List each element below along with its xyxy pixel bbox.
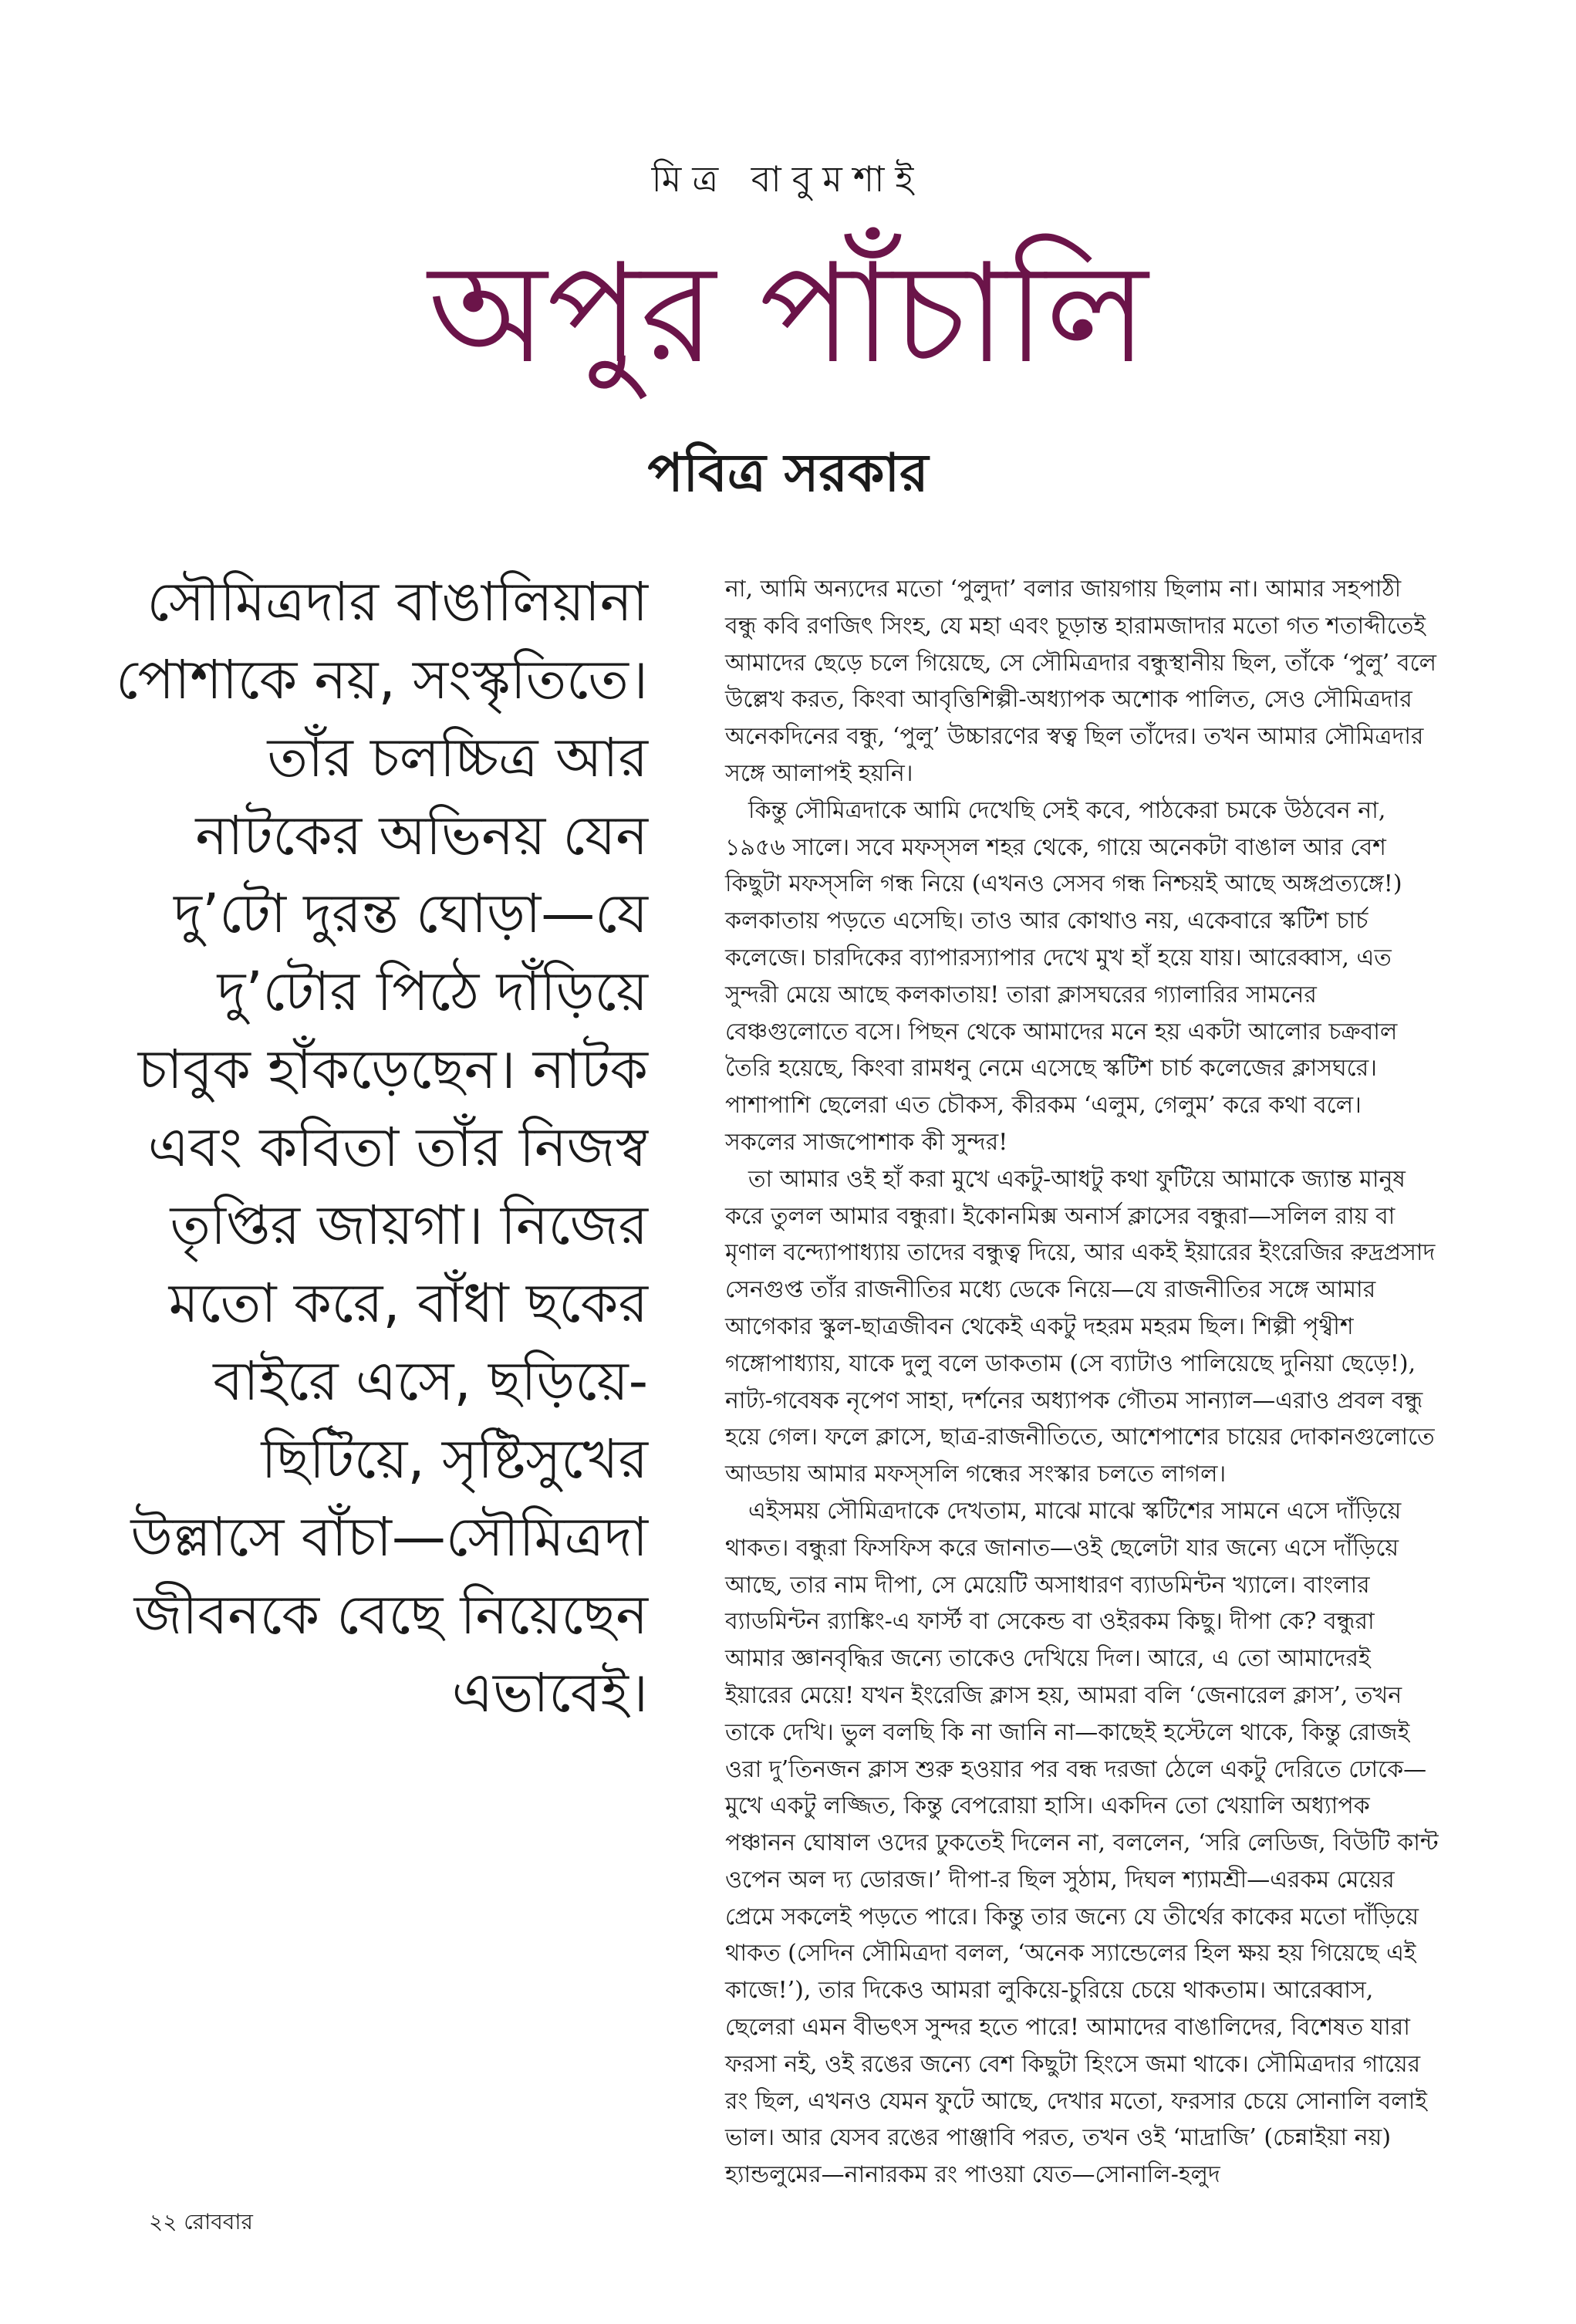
- author-byline: পবিত্র সরকার: [647, 443, 929, 504]
- body-paragraph: তা আমার ওই হাঁ করা মুখে একটু-আধটু কথা ফুটিয়ে আমাকে জ্যান্ত মানুষ করে তুলল আমার বন্ধুরা। ইকোনমিক্স অনার্স ক্লাসের বন্ধুরা—সলিল রায় বা মৃণাল বন্দ্যোপাধ্যায় তাদের বন্ধুত্ব দিয়ে, আর একই ইয়ারের ইংরেজির রুদ্রপ্রসাদ সেনগুপ্ত তাঁর রাজনীতির মধ্যে ডেকে নিয়ে—যে রাজনীতির সঙ্গে আমার আগেকার স্কুল-ছাত্রজীবন থেকেই একটু দহরম মহরম ছিল। শিল্পী পৃথ্বীশ গঙ্গোপাধ্যায়, যাকে দুলু বলে ডাকতাম (সে ব্যাটাও পালিয়েছে দুনিয়া ছেড়ে!), নাট্য-গবেষক নৃপেণ সাহা, দর্শনের অধ্যাপক গৌতম সান্যাল—এরাও প্রবল বন্ধু হয়ে গেল। ফলে ক্লাসে, ছাত্র-রাজনীতিতে, আশেপাশের চায়ের দোকানগুলোতে আড্ডায় আমার মফস্‌সলি গন্ধের সংস্কার চলতে লাগল।: [725, 1165, 1436, 1488]
- body-paragraph: এইসময় সৌমিত্রদাকে দেখতাম, মাঝে মাঝে স্কটিশের সামনে এসে দাঁড়িয়ে থাকত। বন্ধুরা ফিসফিস করে জানাত—ওই ছেলেটা যার জন্যে এসে দাঁড়িয়ে আছে, তার নাম দীপা, সে মেয়েটি অসাধারণ ব্যাডমিন্টন খ্যালে। বাংলার ব্যাডমিন্টন র‍্যাঙ্কিং-এ ফার্স্ট বা সেকেন্ড বা ওইরকম কিছু। দীপা কে? বন্ধুরা আমার জ্ঞানবৃদ্ধির জন্যে তাকেও দেখিয়ে দিল। আরে, এ তো আমাদেরই ইয়ারের মেয়ে! যখন ইংরেজি ক্লাস হয়, আমরা বলি ‘জেনারেল ক্লাস’, তখন তাকে দেখি। ভুল বলছি কি না জানি না—কাছেই হস্টেলে থাকে, কিন্তু রোজই ওরা দু’তিনজন ক্লাস শুরু হওয়ার পর বন্ধ দরজা ঠেলে একটু দেরিতে ঢোকে—মুখে একটু লজ্জিত, কিন্তু বেপরোয়া হাসি। একদিন তো খেয়ালি অধ্যাপক পঞ্চানন ঘোষাল ওদের ঢুকতেই দিলেন না, বললেন, ‘সরি লেডিজ, বিউটি কান্ট ওপেন অল দ্য ডোরজ।’ দীপা-র ছিল সুঠাম, দিঘল শ্যামশ্রী—এরকম মেয়ের প্রেমে সকলেই পড়তে পারে। কিন্তু তার জন্যে যে তীর্থের কাকের মতো দাঁড়িয়ে থাকত (সেদিন সৌমিত্রদা বলল, ‘অনেক স্যান্ডেলের হিল ক্ষয় হয় গিয়েছে এই কাজে!’), তার দিকেও আমরা লুকিয়ে-চুরিয়ে চেয়ে থাকতাম। আরেব্বাস, ছেলেরা এমন বীভৎস সুন্দর হতে পারে! আমাদের বাঙালিদের, বিশেষত যারা ফরসা নই, ওই রঙের জন্যে বেশ কিছুটা হিংসে জমা থাকে। সৌমিত্রদার গায়ের রং ছিল, এখনও যেমন ফুটে আছে, দেখার মতো, ফরসার চেয়ে সোনালি বলাই ভাল। আর যেসব রঙের পাঞ্জাবি পরত, তখন ওই ‘মাদ্রাজি’ (চেন্নাইয়া নয়) হ্যান্ডলুমের—নানারকম রং পাওয়া যেত—সোনালি-হলুদ: [725, 1497, 1439, 2189]
- body-paragraph: কিন্তু সৌমিত্রদাকে আমি দেখেছি সেই কবে, পাঠকেরা চমকে উঠবেন না, ১৯৫৬ সালে। সবে মফস্‌সল শহর থেকে, গায়ে অনেকটা বাঙাল আর বেশ কিছুটা মফস্‌সলি গন্ধ নিয়ে (এখনও সেসব গন্ধ নিশ্চয়ই আছে অঙ্গপ্রত্যঙ্গে!) কলকাতায় পড়তে এসেছি। তাও আর কোথাও নয়, একেবারে স্কটিশ চার্চ কলেজে। চারদিকের ব্যাপারস্যাপার দেখে মুখ হাঁ হয়ে যায়। আরেব্বাস, এত সুন্দরী মেয়ে আছে কলকাতায়! তারা ক্লাসঘরের গ্যালারির সামনের বেঞ্চগুলোতে বসে। পিছন থেকে আমাদের মনে হয় একটা আলোর চক্রবাল তৈরি হয়েছে, কিংবা রামধনু নেমে এসেছে স্কটিশ চার্চ কলেজের ক্লাসঘরে। পাশাপাশি ছেলেরা এত চৌকস, কীরকম ‘এলুম, গেলুম’ করে কথা বলে। সকলের সাজপোশাক কী সুন্দর!: [725, 796, 1402, 1156]
- pull-quote: সৌমিত্রদার বাঙালিয়ানা পোশাকে নয়, সংস্কৃতিতে। তাঁর চলচ্চিত্র আর নাটকের অভিনয় যেন দু’টো দুরন্ত ঘোড়া—যে দু’টোর পিঠে দাঁড়িয়ে চাবুক হাঁকড়েছেন। নাটক এবং কবিতা তাঁর নিজস্ব তৃপ্তির জায়গা। নিজের মতো করে, বাঁধা ছকের বাইরে এসে, ছড়িয়ে-ছিটিয়ে, সৃষ্টিসুখের উল্লাসে বাঁচা—সৌমিত্রদা জীবনকে বেছে নিয়েছেন এভাবেই।: [116, 570, 648, 1724]
- article-title: অপুর পাঁচালি: [427, 234, 1149, 394]
- article-body: [725, 571, 1439, 2194]
- body-paragraph: না, আমি অন্যদের মতো ‘পুলুদা’ বলার জায়গায় ছিলাম না। আমার সহপাঠী বন্ধু কবি রণজিৎ সিংহ, যে মহা এবং চূড়ান্ত হারামজাদার মতো গত শতাব্দীতেই আমাদের ছেড়ে চলে গিয়েছে, সে সৌমিত্রদার বন্ধুস্থানীয় ছিল, তাঁকে ‘পুলু’ বলে উল্লেখ করত, কিংবা আবৃত্তিশিল্পী-অধ্যাপক অশোক পালিত, সেও সৌমিত্রদার অনেকদিনের বন্ধু, ‘পুলু’ উচ্চারণের স্বত্ব ছিল তাঁদের। তখন আমার সৌমিত্রদার সঙ্গে আলাপই হয়নি।: [725, 576, 1436, 787]
- kicker: মিত্র বাবুমশাই: [651, 158, 925, 200]
- page-folio: ২২ রোববার: [149, 2209, 253, 2234]
